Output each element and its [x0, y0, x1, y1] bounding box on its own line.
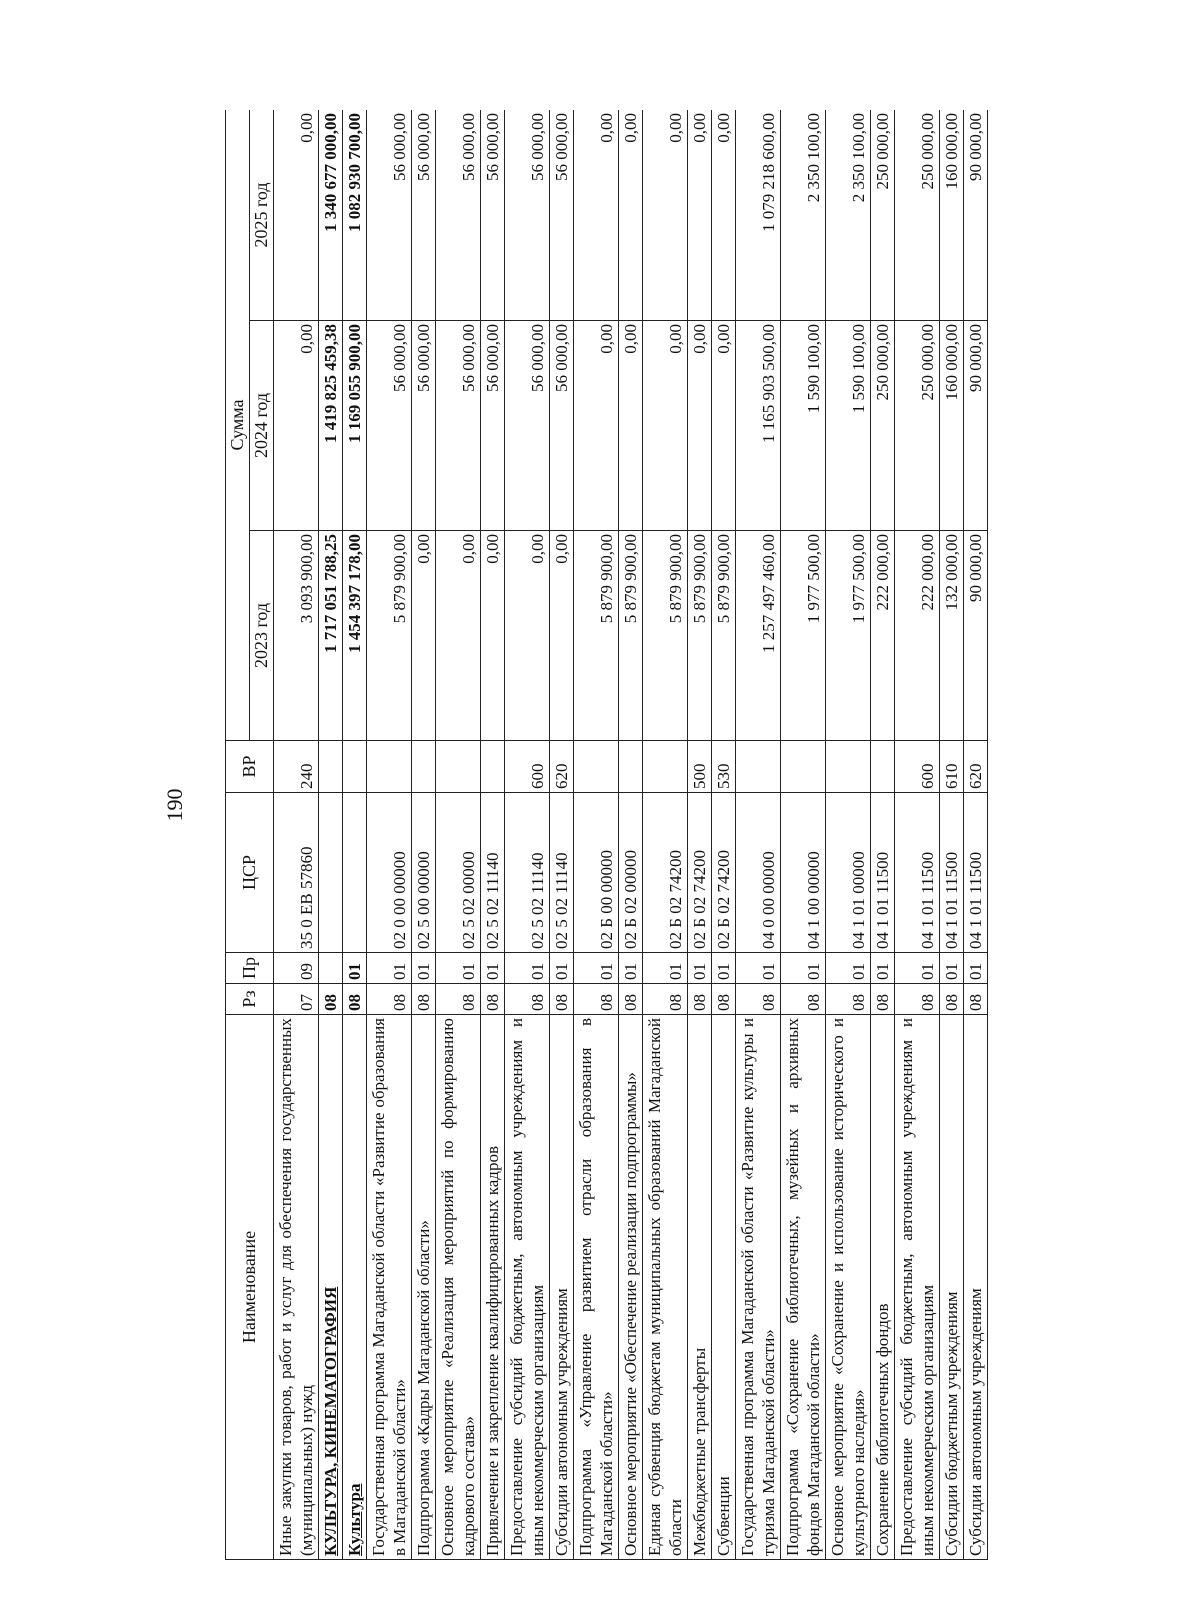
- row-rz: 08: [319, 984, 343, 1015]
- table-row: [274, 110, 319, 1560]
- row-amount-2025: 1 079 218 600,00: [736, 110, 781, 321]
- row-vr: 600: [505, 741, 550, 793]
- row-pr: 09: [274, 953, 319, 984]
- row-amount-2023: 5 879 900,00: [574, 531, 619, 741]
- row-name: Субсидии автономным учреждениям: [964, 1015, 988, 1560]
- row-csr: 02 5 02 11140: [505, 793, 550, 953]
- row-amount-2024: 0,00: [643, 321, 688, 531]
- row-amount-2025: 160 000,00: [940, 110, 964, 321]
- row-vr: [574, 741, 619, 793]
- row-pr: 01: [736, 953, 781, 984]
- table-row: [688, 110, 712, 1560]
- row-name: Основное мероприятие «Реализация мероприятий по формированию кадрового состава»: [436, 1015, 481, 1560]
- row-vr: [736, 741, 781, 793]
- row-pr: 01: [781, 953, 826, 984]
- table-row: [550, 110, 574, 1560]
- row-pr: 01: [550, 953, 574, 984]
- row-amount-2024: 56 000,00: [436, 321, 481, 531]
- row-amount-2024: 56 000,00: [412, 321, 436, 531]
- row-csr: 02 Б 02 74200: [688, 793, 712, 953]
- row-name: Культура: [343, 1015, 367, 1560]
- row-amount-2023: 3 093 900,00: [274, 531, 319, 741]
- row-name: Привлечение и закрепление квалифицированных кадров: [481, 1015, 505, 1560]
- row-rz: 08: [643, 984, 688, 1015]
- table-row: [505, 110, 550, 1560]
- row-csr: 04 1 01 00000: [826, 793, 871, 953]
- row-csr: 04 1 01 11500: [940, 793, 964, 953]
- header-2024: 2024 год: [250, 321, 274, 531]
- table-row: [319, 110, 343, 1560]
- row-amount-2025: 56 000,00: [367, 110, 412, 321]
- row-vr: 620: [550, 741, 574, 793]
- row-amount-2023: 0,00: [550, 531, 574, 741]
- table-row: [574, 110, 619, 1560]
- row-csr: 02 Б 00 00000: [574, 793, 619, 953]
- row-rz: 08: [505, 984, 550, 1015]
- table-row: [367, 110, 412, 1560]
- row-amount-2025: 2 350 100,00: [826, 110, 871, 321]
- row-pr: 01: [940, 953, 964, 984]
- row-rz: 08: [688, 984, 712, 1015]
- row-rz: 08: [481, 984, 505, 1015]
- table-row: [895, 110, 940, 1560]
- row-vr: [436, 741, 481, 793]
- row-amount-2024: 250 000,00: [895, 321, 940, 531]
- row-csr: 04 0 00 00000: [736, 793, 781, 953]
- row-amount-2023: 5 879 900,00: [643, 531, 688, 741]
- row-name: Подпрограмма «Сохранение библиотечных, музейных и архивных фондов Магаданской области»: [781, 1015, 826, 1560]
- row-csr: 02 5 00 00000: [412, 793, 436, 953]
- row-pr: 01: [712, 953, 736, 984]
- row-name: Единая субвенция бюджетам муниципальных образований Магаданской области: [643, 1015, 688, 1560]
- row-amount-2025: 250 000,00: [895, 110, 940, 321]
- row-vr: [781, 741, 826, 793]
- row-pr: 01: [871, 953, 895, 984]
- row-csr: 02 Б 02 74200: [643, 793, 688, 953]
- table-row: [643, 110, 688, 1560]
- row-pr: 01: [436, 953, 481, 984]
- row-rz: 08: [574, 984, 619, 1015]
- row-amount-2024: 1 419 825 459,38: [319, 321, 343, 531]
- table-header: [226, 110, 274, 1560]
- row-rz: 08: [367, 984, 412, 1015]
- budget-table-rotated: [225, 110, 1155, 1560]
- row-amount-2023: 5 879 900,00: [367, 531, 412, 741]
- row-amount-2024: 1 590 100,00: [781, 321, 826, 531]
- row-rz: 08: [781, 984, 826, 1015]
- header-2025: 2025 год: [250, 110, 274, 321]
- row-csr: 02 Б 02 00000: [619, 793, 643, 953]
- row-name: Субсидии автономным учреждениям: [550, 1015, 574, 1560]
- row-amount-2024: 1 165 903 500,00: [736, 321, 781, 531]
- table-row: [940, 110, 964, 1560]
- row-csr: [319, 793, 343, 953]
- row-amount-2025: 56 000,00: [436, 110, 481, 321]
- row-vr: [319, 741, 343, 793]
- table-row: [964, 110, 988, 1560]
- row-pr: 01: [481, 953, 505, 984]
- row-csr: 02 5 02 11140: [550, 793, 574, 953]
- row-csr: 04 1 01 11500: [964, 793, 988, 953]
- table-row: [712, 110, 736, 1560]
- row-vr: [367, 741, 412, 793]
- row-amount-2025: 0,00: [688, 110, 712, 321]
- table-row: [619, 110, 643, 1560]
- row-csr: 02 5 02 00000: [436, 793, 481, 953]
- row-pr: 01: [412, 953, 436, 984]
- row-amount-2025: 90 000,00: [964, 110, 988, 321]
- row-amount-2024: 90 000,00: [964, 321, 988, 531]
- row-amount-2023: 0,00: [436, 531, 481, 741]
- row-pr: 01: [895, 953, 940, 984]
- row-csr: 02 5 02 11140: [481, 793, 505, 953]
- table-row: [436, 110, 481, 1560]
- table-row: [826, 110, 871, 1560]
- row-amount-2025: 0,00: [274, 110, 319, 321]
- row-amount-2024: 0,00: [712, 321, 736, 531]
- row-amount-2023: 1 977 500,00: [781, 531, 826, 741]
- row-amount-2023: 1 454 397 178,00: [343, 531, 367, 741]
- row-amount-2025: 56 000,00: [505, 110, 550, 321]
- table-row: [343, 110, 367, 1560]
- row-amount-2025: 0,00: [643, 110, 688, 321]
- row-amount-2024: 1 169 055 900,00: [343, 321, 367, 531]
- row-amount-2024: 56 000,00: [367, 321, 412, 531]
- row-csr: 04 1 00 00000: [781, 793, 826, 953]
- row-amount-2025: 250 000,00: [871, 110, 895, 321]
- row-rz: 08: [895, 984, 940, 1015]
- row-name: Подпрограмма «Кадры Магаданской области»: [412, 1015, 436, 1560]
- row-csr: 04 1 01 11500: [871, 793, 895, 953]
- row-amount-2024: 56 000,00: [505, 321, 550, 531]
- row-vr: [481, 741, 505, 793]
- row-pr: 01: [643, 953, 688, 984]
- table-body: [274, 110, 988, 1560]
- row-csr: 02 0 00 00000: [367, 793, 412, 953]
- row-pr: 01: [343, 953, 367, 984]
- header-2023: 2023 год: [250, 531, 274, 741]
- row-rz: 08: [550, 984, 574, 1015]
- budget-table: [225, 110, 988, 1560]
- row-name: Сохранение библиотечных фондов: [871, 1015, 895, 1560]
- row-vr: 620: [964, 741, 988, 793]
- row-amount-2023: 222 000,00: [895, 531, 940, 741]
- row-amount-2023: 5 879 900,00: [712, 531, 736, 741]
- row-amount-2023: 5 879 900,00: [688, 531, 712, 741]
- row-amount-2023: 5 879 900,00: [619, 531, 643, 741]
- row-name: Субсидии бюджетным учреждениям: [940, 1015, 964, 1560]
- row-csr: 35 0 ЕВ 57860: [274, 793, 319, 953]
- header-pr: Пр: [226, 953, 274, 984]
- row-amount-2023: 0,00: [412, 531, 436, 741]
- row-amount-2024: 0,00: [574, 321, 619, 531]
- row-rz: 08: [412, 984, 436, 1015]
- row-rz: 08: [964, 984, 988, 1015]
- row-vr: [619, 741, 643, 793]
- row-rz: 08: [826, 984, 871, 1015]
- row-amount-2024: 0,00: [619, 321, 643, 531]
- row-amount-2023: 1 977 500,00: [826, 531, 871, 741]
- row-name: КУЛЬТУРА, КИНЕМАТОГРАФИЯ: [319, 1015, 343, 1560]
- row-amount-2024: 1 590 100,00: [826, 321, 871, 531]
- row-rz: 08: [619, 984, 643, 1015]
- row-vr: 600: [895, 741, 940, 793]
- row-vr: [412, 741, 436, 793]
- row-vr: 240: [274, 741, 319, 793]
- row-pr: 01: [367, 953, 412, 984]
- row-pr: 01: [826, 953, 871, 984]
- row-pr: 01: [964, 953, 988, 984]
- row-name: Предоставление субсидий бюджетным, автономным учреждениям и иным некоммерческим организациям: [505, 1015, 550, 1560]
- header-sum: Сумма: [226, 110, 250, 741]
- row-amount-2024: 56 000,00: [550, 321, 574, 531]
- row-rz: 08: [940, 984, 964, 1015]
- row-rz: 08: [736, 984, 781, 1015]
- row-amount-2024: 0,00: [274, 321, 319, 531]
- row-csr: 02 Б 02 74200: [712, 793, 736, 953]
- row-amount-2025: 0,00: [574, 110, 619, 321]
- row-amount-2025: 0,00: [619, 110, 643, 321]
- row-name: Основное мероприятие «Сохранение и использование исторического и культурного наследия»: [826, 1015, 871, 1560]
- row-rz: 08: [712, 984, 736, 1015]
- row-amount-2024: 56 000,00: [481, 321, 505, 531]
- row-amount-2025: 0,00: [712, 110, 736, 321]
- row-name: Государственная программа Магаданской области «Развитие образования в Магаданской области»: [367, 1015, 412, 1560]
- row-amount-2024: 160 000,00: [940, 321, 964, 531]
- row-amount-2023: 222 000,00: [871, 531, 895, 741]
- header-name: Наименование: [226, 1015, 274, 1560]
- table-row: [781, 110, 826, 1560]
- row-name: Субвенции: [712, 1015, 736, 1560]
- row-rz: 08: [871, 984, 895, 1015]
- row-amount-2023: 1 717 051 788,25: [319, 531, 343, 741]
- row-amount-2025: 2 350 100,00: [781, 110, 826, 321]
- row-pr: [319, 953, 343, 984]
- row-amount-2023: 1 257 497 460,00: [736, 531, 781, 741]
- header-rz: Рз: [226, 984, 274, 1015]
- row-amount-2025: 1 082 930 700,00: [343, 110, 367, 321]
- row-amount-2025: 56 000,00: [481, 110, 505, 321]
- table-row: [871, 110, 895, 1560]
- header-csr: ЦСР: [226, 793, 274, 953]
- row-name: Предоставление субсидий бюджетным, автономным учреждениям и иным некоммерческим организациям: [895, 1015, 940, 1560]
- table-row: [736, 110, 781, 1560]
- row-pr: 01: [688, 953, 712, 984]
- row-vr: [871, 741, 895, 793]
- row-vr: 500: [688, 741, 712, 793]
- row-csr: [343, 793, 367, 953]
- row-amount-2024: 250 000,00: [871, 321, 895, 531]
- row-name: Государственная программа Магаданской области «Развитие культуры и туризма Магаданской области»: [736, 1015, 781, 1560]
- row-name: Подпрограмма «Управление развитием отрасли образования в Магаданской области»: [574, 1015, 619, 1560]
- row-name: Межбюджетные трансферты: [688, 1015, 712, 1560]
- table-row: [481, 110, 505, 1560]
- page-number: 190: [162, 788, 187, 822]
- row-pr: 01: [574, 953, 619, 984]
- row-amount-2023: 0,00: [481, 531, 505, 741]
- row-amount-2025: 1 340 677 000,00: [319, 110, 343, 321]
- row-vr: 530: [712, 741, 736, 793]
- budget-table-frame: [225, 110, 1155, 1560]
- row-vr: 610: [940, 741, 964, 793]
- row-vr: [343, 741, 367, 793]
- row-rz: 08: [343, 984, 367, 1015]
- row-amount-2025: 56 000,00: [412, 110, 436, 321]
- row-amount-2023: 132 000,00: [940, 531, 964, 741]
- row-name: Основное мероприятие «Обеспечение реализации подпрограммы»: [619, 1015, 643, 1560]
- row-vr: [643, 741, 688, 793]
- row-amount-2024: 0,00: [688, 321, 712, 531]
- row-pr: 01: [619, 953, 643, 984]
- row-name: Иные закупки товаров, работ и услуг для обеспечения государственных (муниципальных) нужд: [274, 1015, 319, 1560]
- row-vr: [826, 741, 871, 793]
- row-rz: 07: [274, 984, 319, 1015]
- header-vr: ВР: [226, 741, 274, 793]
- row-amount-2023: 90 000,00: [964, 531, 988, 741]
- row-csr: 04 1 01 11500: [895, 793, 940, 953]
- row-amount-2025: 56 000,00: [550, 110, 574, 321]
- row-pr: 01: [505, 953, 550, 984]
- row-rz: 08: [436, 984, 481, 1015]
- table-row: [412, 110, 436, 1560]
- row-amount-2023: 0,00: [505, 531, 550, 741]
